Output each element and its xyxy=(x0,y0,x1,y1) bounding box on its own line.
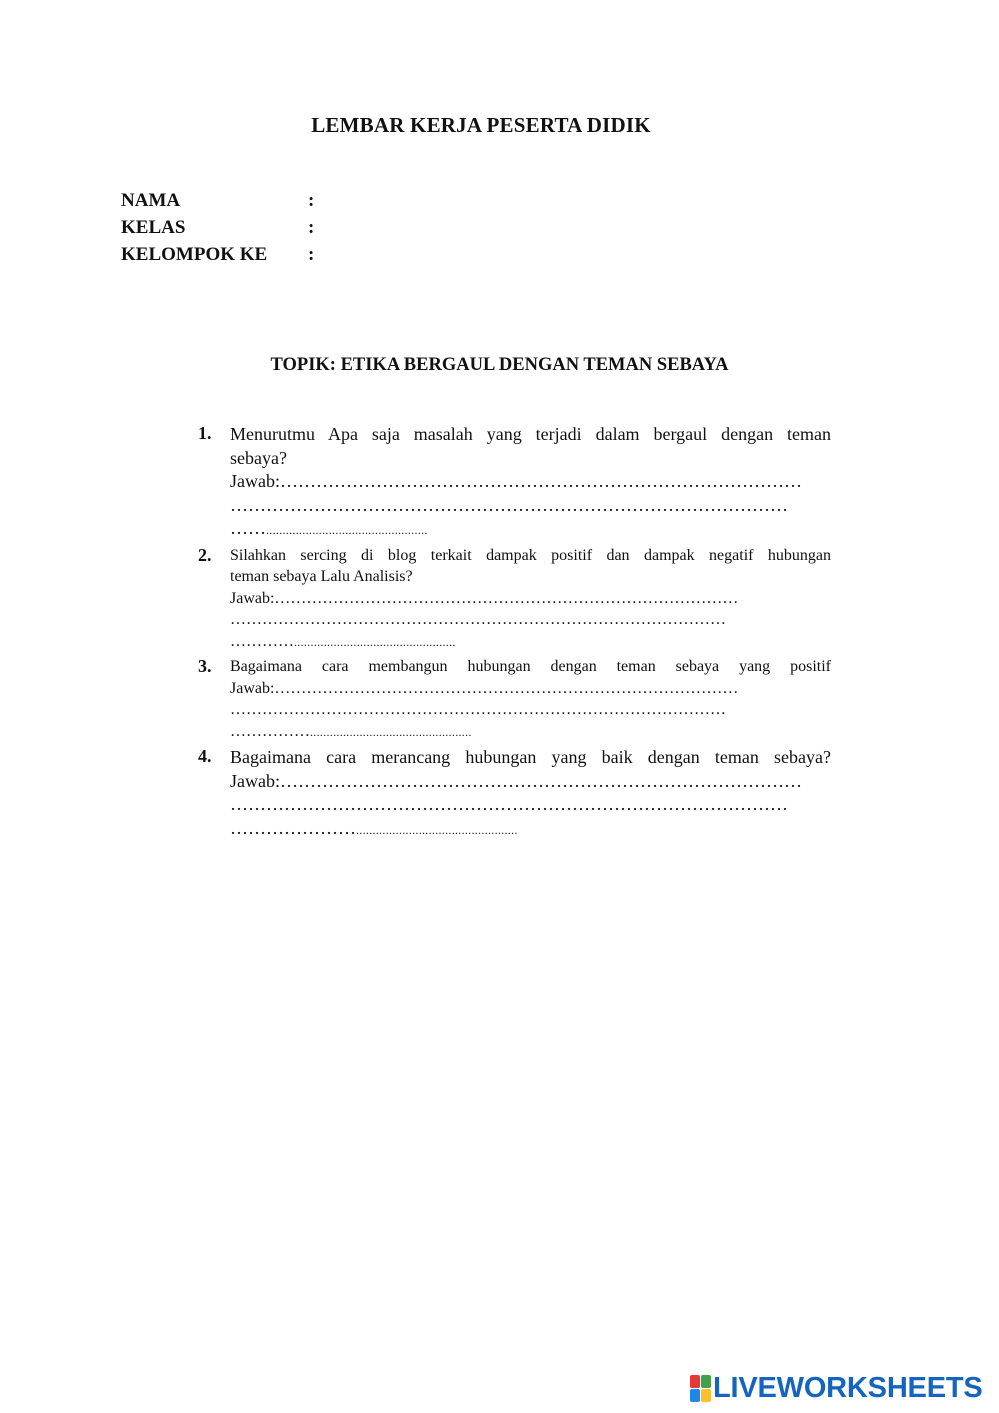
group-colon: : xyxy=(308,244,315,265)
question-list xyxy=(198,423,831,842)
answer-dots: ………………… xyxy=(230,817,356,838)
question-text: Silahkan sercing di blog terkait dampak positif dan dampak negatif hubungan xyxy=(230,546,831,564)
logo-text: LIVEWORKSHEETS xyxy=(713,1371,983,1404)
logo-block-blue xyxy=(690,1389,700,1402)
identity-row-group xyxy=(121,241,315,268)
answer-line xyxy=(230,817,831,843)
question-item xyxy=(198,656,831,743)
student-identity xyxy=(121,187,315,268)
answer-dots-small: ................................................. xyxy=(294,634,456,649)
answer-dots: ………… xyxy=(230,632,294,650)
answer-dots: …… xyxy=(230,518,266,538)
question-item xyxy=(198,746,831,842)
worksheet-title: LEMBAR KERJA PESERTA DIDIK xyxy=(311,113,651,137)
question-item xyxy=(198,423,831,543)
name-label: NAMA xyxy=(121,190,181,211)
answer-line: ………………………………………………………………………………… xyxy=(230,494,788,515)
answer-dots-small: ................................................. xyxy=(266,523,428,537)
answer-line: ………………………………………………………………………………… xyxy=(230,611,726,628)
liveworksheets-logo xyxy=(690,1373,983,1403)
logo-blocks-icon xyxy=(690,1375,710,1401)
question-number: 1. xyxy=(198,423,212,443)
answer-line xyxy=(230,631,831,654)
answer-dots-small: ................................................. xyxy=(356,822,518,837)
question-item xyxy=(198,545,831,654)
question-text: Bagaimana cara membangun hubungan dengan teman sebaya yang positif xyxy=(230,658,831,675)
answer-dots: …………… xyxy=(230,722,310,740)
answer-line: Jawab:…………………………………………………………………………… xyxy=(230,770,802,791)
group-label: KELOMPOK KE xyxy=(121,244,268,265)
answer-line: Jawab:…………………………………………………………………………… xyxy=(230,471,802,491)
question-text: Bagaimana cara merancang hubungan yang baik dengan teman sebaya? xyxy=(230,747,831,767)
class-colon: : xyxy=(308,217,315,238)
answer-dots-small: ................................................. xyxy=(310,724,472,739)
identity-row-name xyxy=(121,187,315,214)
class-label: KELAS xyxy=(121,217,186,238)
answer-line xyxy=(230,517,831,543)
question-text-continued: sebaya? xyxy=(230,447,287,468)
name-colon: : xyxy=(308,190,315,211)
topic-heading: TOPIK: ETIKA BERGAUL DENGAN TEMAN SEBAYA xyxy=(270,355,729,375)
question-number: 4. xyxy=(198,746,212,766)
question-number: 3. xyxy=(198,656,212,676)
answer-line xyxy=(230,721,831,744)
answer-line: Jawab:…………………………………………………………………………… xyxy=(230,589,739,607)
answer-line: Jawab:…………………………………………………………………………… xyxy=(230,679,739,697)
answer-line: ………………………………………………………………………………… xyxy=(230,794,788,814)
question-number: 2. xyxy=(198,544,212,565)
identity-row-class xyxy=(121,214,315,241)
logo-block-yellow xyxy=(701,1389,711,1402)
answer-line: ………………………………………………………………………………… xyxy=(230,701,726,718)
logo-block-green xyxy=(701,1375,711,1388)
logo-block-red xyxy=(690,1375,700,1388)
question-text-continued: teman sebaya Lalu Analisis? xyxy=(230,568,413,585)
question-text: Menurutmu Apa saja masalah yang terjadi dalam bergaul dengan teman xyxy=(230,424,831,444)
